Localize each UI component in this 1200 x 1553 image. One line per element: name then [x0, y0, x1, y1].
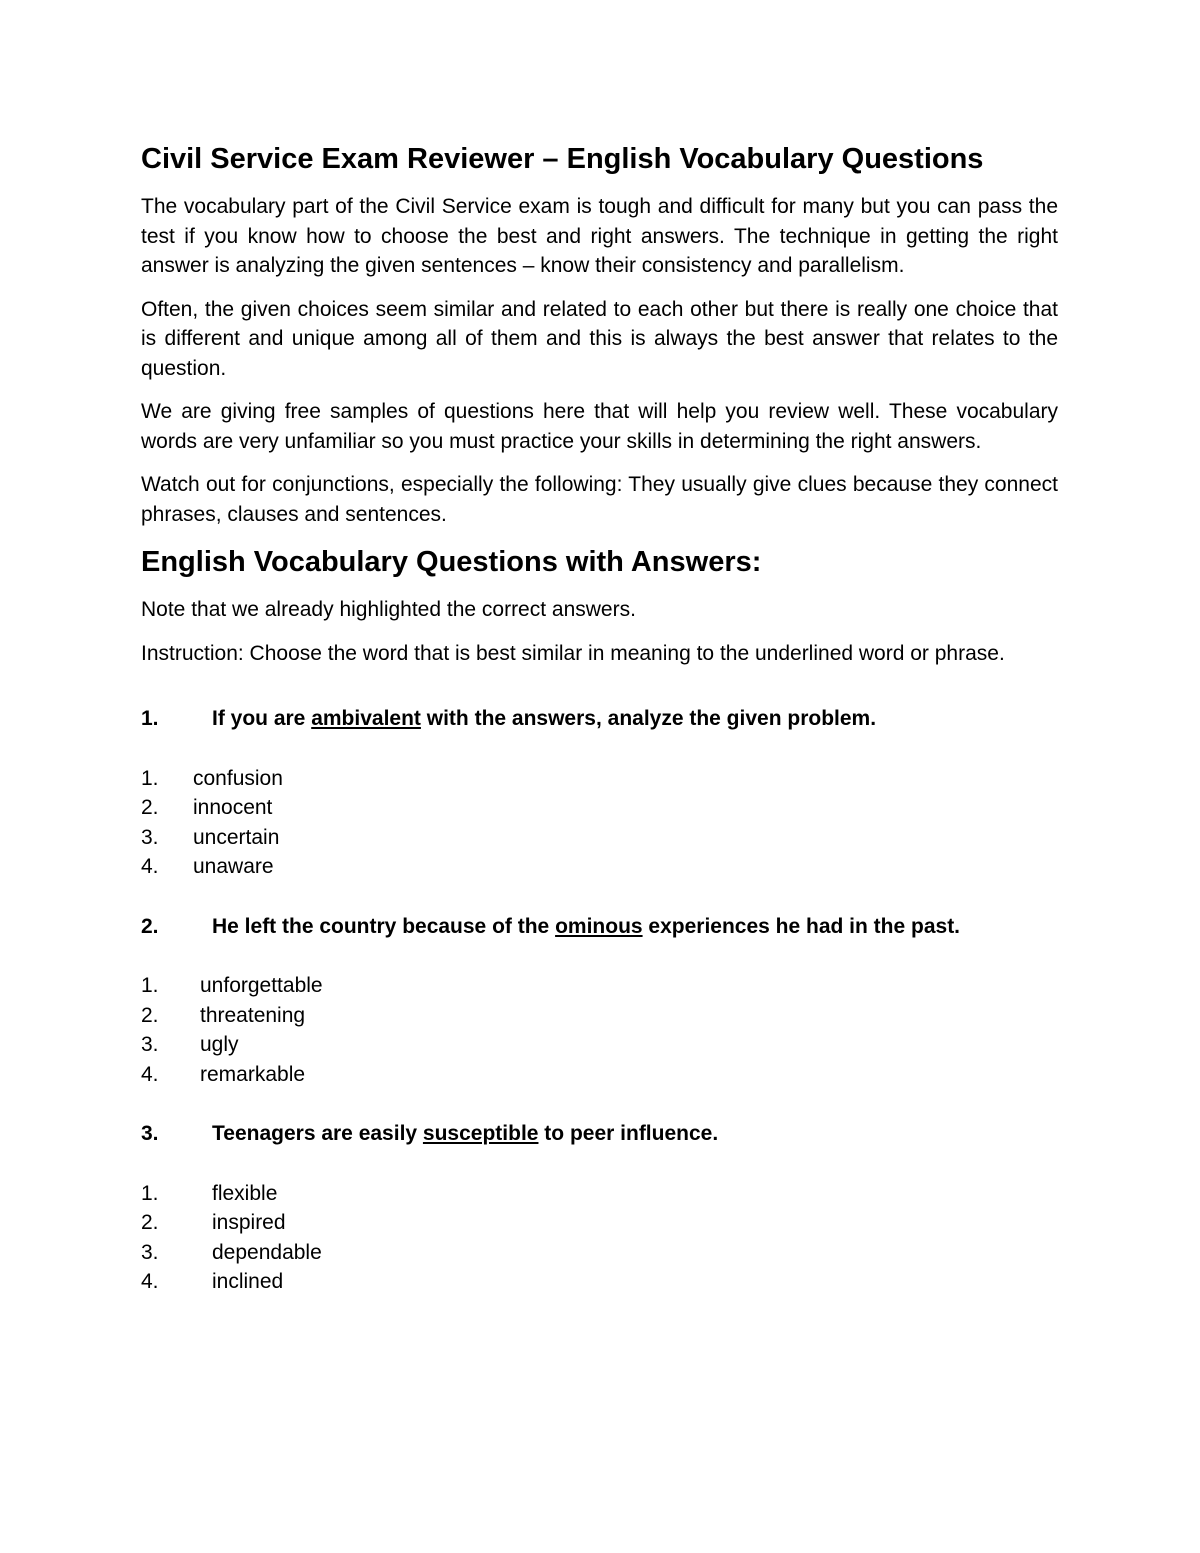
option-text: ugly [200, 1033, 239, 1056]
question-1-options [141, 764, 1058, 882]
option-text: inclined [212, 1270, 284, 1293]
question-number: 2. [141, 914, 159, 938]
option-item [141, 823, 1058, 853]
option-item [141, 793, 1058, 823]
option-item [141, 1208, 1058, 1238]
question-text-after: experiences he had in the past. [642, 914, 961, 938]
option-text: dependable [212, 1240, 322, 1264]
intro-paragraph-2: Often, the given choices seem similar and related to each other but there is really one choice that is different and unique among all of them and this is always the best answer that relates to the question. [141, 297, 1058, 380]
option-number: 1. [141, 1181, 159, 1205]
question-text-after: to peer influence. [538, 1122, 719, 1145]
question-text-before: Teenagers are easily [212, 1122, 423, 1145]
option-text: flexible [212, 1181, 278, 1205]
question-3-options [141, 1179, 1058, 1297]
document-page [141, 140, 1058, 1297]
question-text [212, 912, 960, 942]
option-text: confusion [193, 766, 283, 790]
intro-paragraph-4: Watch out for conjunctions, especially the following: They usually give clues because they connect phrases, clauses and sentences. [141, 473, 1058, 526]
option-item [141, 1001, 1058, 1031]
option-text: inspired [212, 1211, 286, 1234]
option-item [141, 764, 1058, 794]
option-number: 3. [141, 1240, 159, 1264]
question-2-heading [141, 912, 1058, 942]
question-1-heading [141, 704, 1058, 734]
option-item [141, 1030, 1058, 1060]
intro-paragraph-3: We are giving free samples of questions here that will help you review well. These vocabulary words are very unfamiliar so you must practice your skills in determining the right answers. [141, 400, 1058, 453]
instruction-text: Instruction: Choose the word that is best similar in meaning to the underlined word or phrase. [141, 641, 1005, 665]
option-text: innocent [193, 796, 273, 819]
option-number: 1. [141, 974, 159, 997]
option-text: threatening [200, 1003, 306, 1027]
question-text-before: If you are [212, 707, 312, 730]
question-text-before: He left the country because of the [212, 914, 556, 938]
question-text [212, 704, 876, 734]
option-item [141, 1179, 1058, 1209]
option-number: 3. [141, 825, 159, 849]
option-item [141, 1238, 1058, 1268]
option-number: 4. [141, 1270, 159, 1293]
option-text: uncertain [193, 825, 280, 849]
option-item [141, 852, 1058, 882]
option-item [141, 1060, 1058, 1090]
option-text: remarkable [200, 1062, 306, 1086]
document-title: Civil Service Exam Reviewer – English Vocabulary Questions [141, 143, 984, 175]
question-3-heading [141, 1119, 1058, 1149]
option-number: 2. [141, 1211, 159, 1234]
option-number: 3. [141, 1033, 159, 1056]
section-heading: English Vocabulary Questions with Answers: [141, 546, 762, 578]
option-text: unforgettable [200, 974, 323, 997]
option-number: 4. [141, 1062, 159, 1086]
intro-paragraph-1: The vocabulary part of the Civil Service exam is tough and difficult for many but you can pass the test if you know how to choose the best and right answers. The technique in getting the right answer is analyzing the given sentences – know their consistency and parallelism. [141, 195, 1058, 277]
question-2-options [141, 971, 1058, 1089]
underlined-word: ambivalent [311, 707, 421, 730]
option-number: 2. [141, 1003, 159, 1027]
underlined-word: ominous [555, 914, 643, 938]
option-text: unaware [193, 855, 274, 878]
question-text [212, 1119, 718, 1149]
question-text-after: with the answers, analyze the given problem. [420, 707, 877, 730]
question-number: 1. [141, 707, 159, 730]
option-number: 1. [141, 766, 159, 790]
option-item [141, 1267, 1058, 1297]
option-number: 4. [141, 855, 159, 878]
underlined-word: susceptible [422, 1122, 539, 1145]
question-number: 3. [141, 1122, 159, 1145]
option-number: 2. [141, 796, 159, 819]
note-text: Note that we already highlighted the correct answers. [141, 598, 636, 621]
option-item [141, 971, 1058, 1001]
